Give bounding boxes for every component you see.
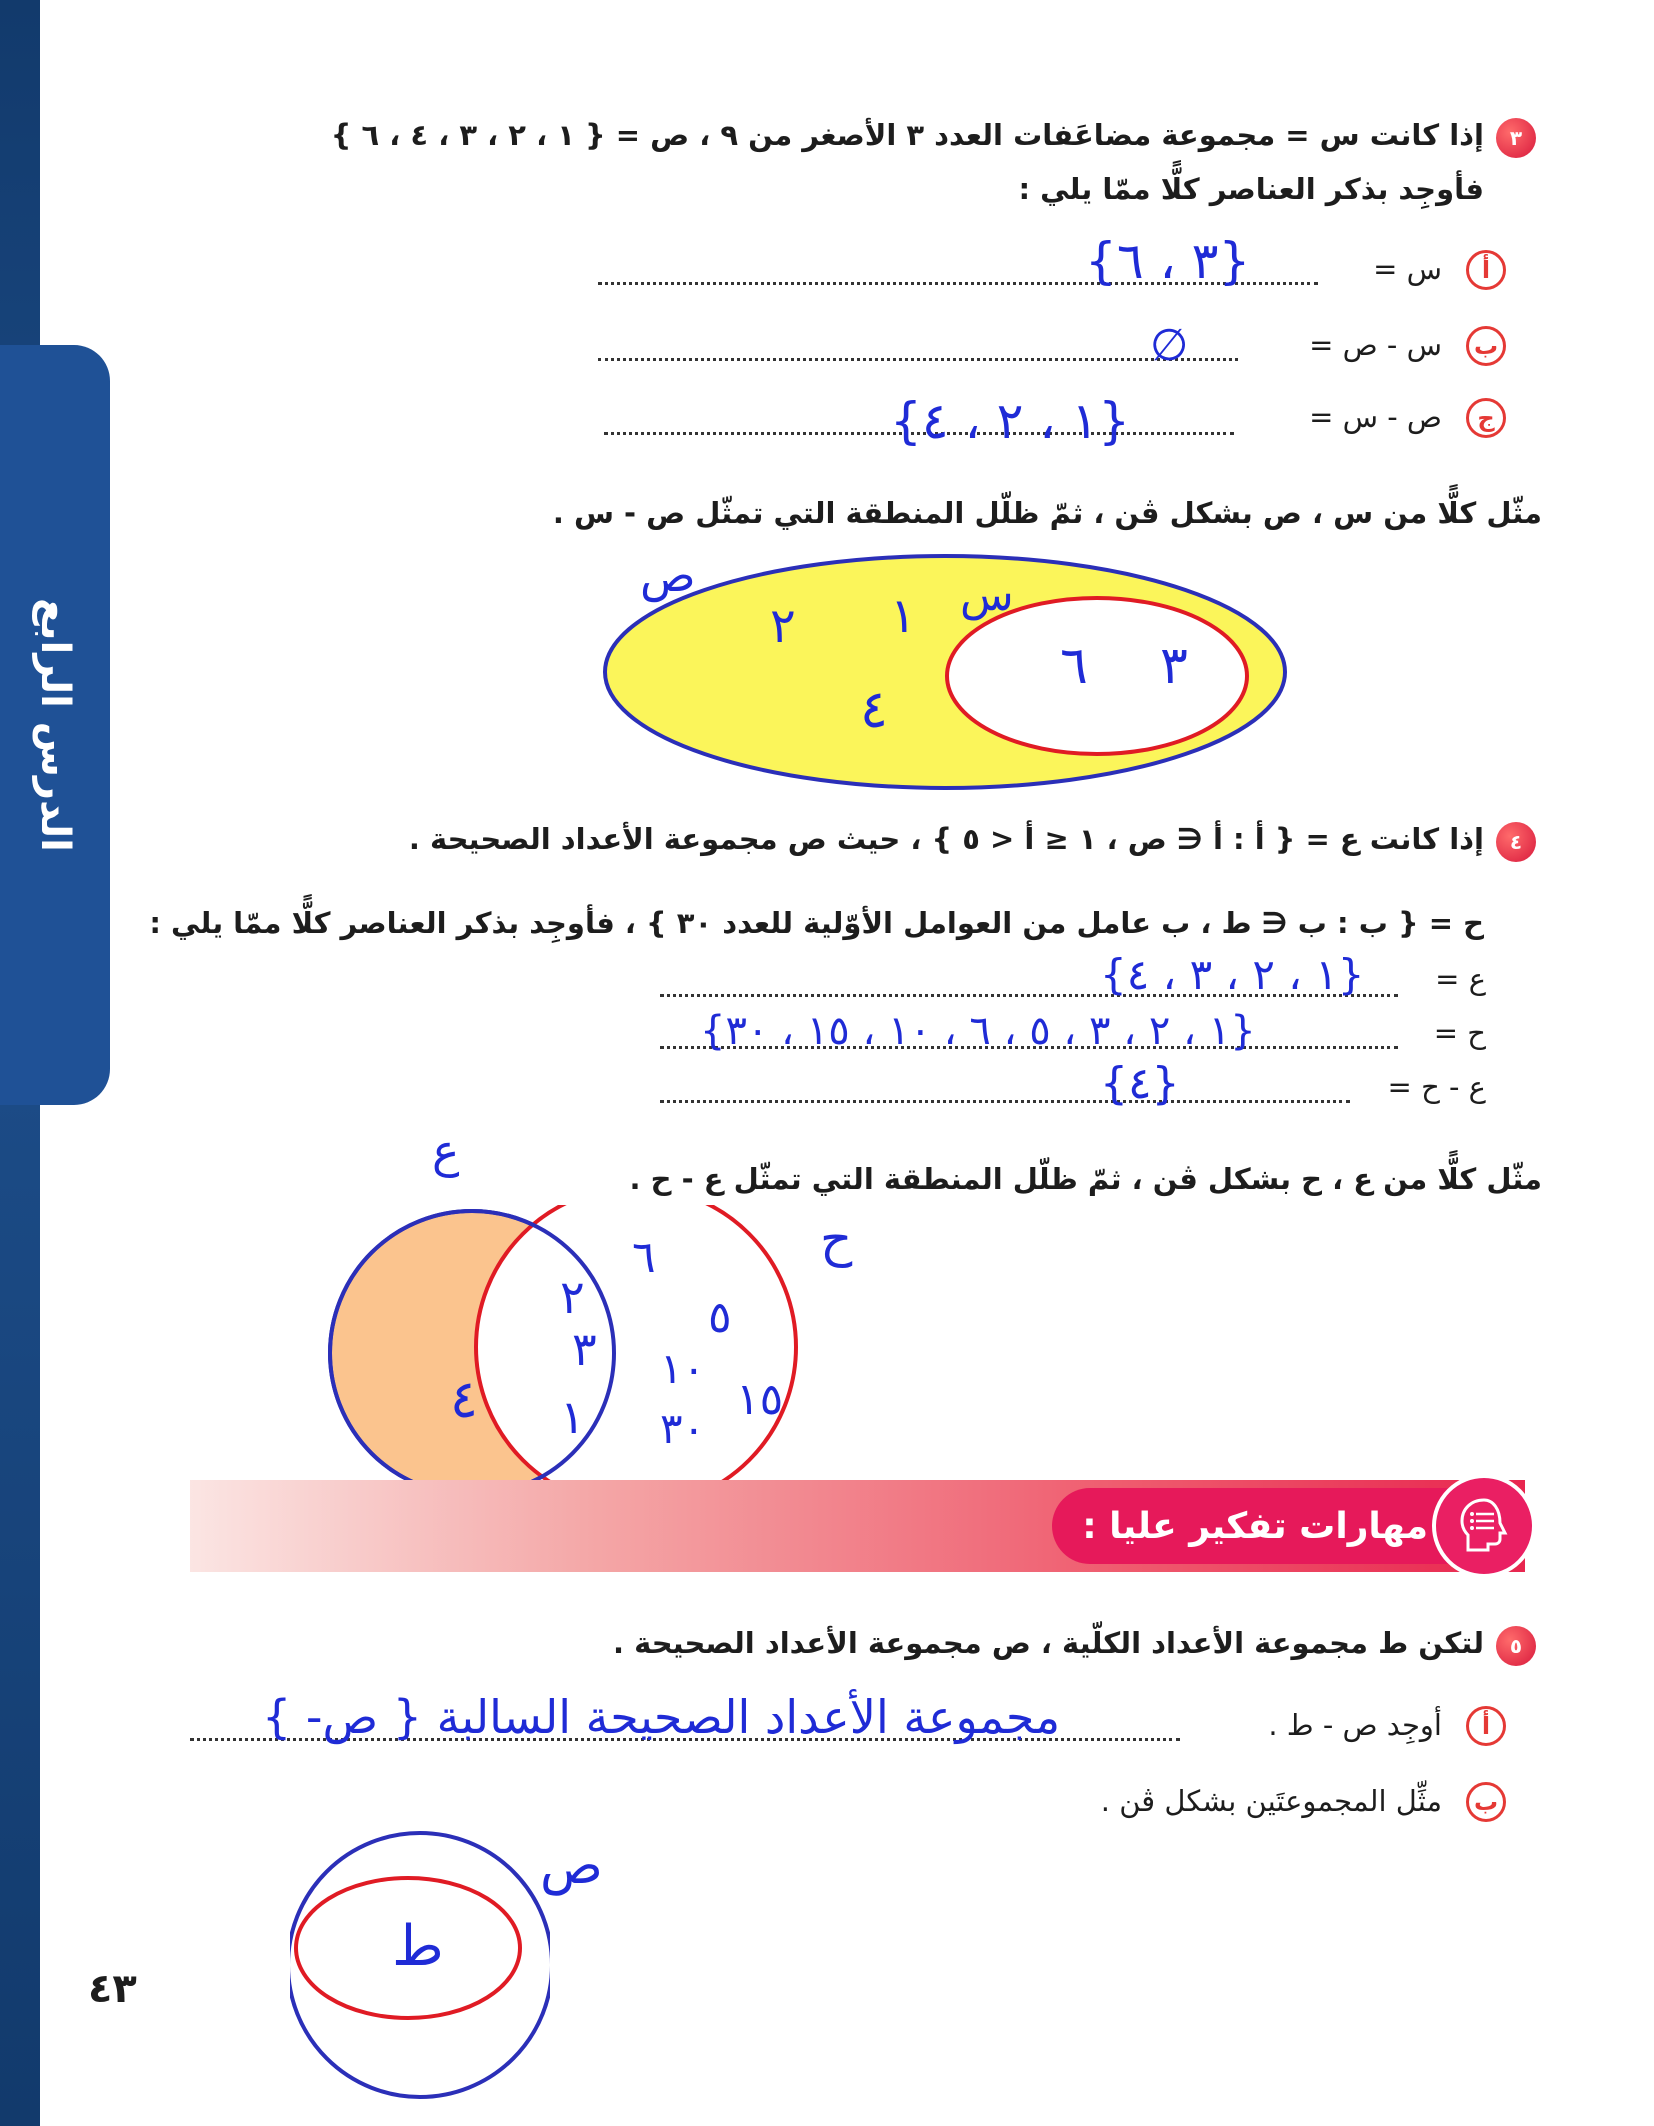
q4-venn-element: ٢: [560, 1270, 585, 1324]
q4-venn-element: ١٠: [660, 1344, 706, 1393]
q4-statement: إذا كانت ع = { أ : أ ∈ ص ، ١ ≤ أ < ٥ } ، حيث ص مجموعة الأعداد الصحيحة .: [408, 822, 1484, 856]
q3-item-c-expr: ص - س =: [1309, 400, 1442, 434]
q3-venn-outer-label: ص: [640, 548, 696, 602]
q4-venn-element: ١: [560, 1390, 585, 1444]
hot-skills-title: مهارات تفكير عليا :: [1052, 1488, 1468, 1564]
q4-item-3-answer-line[interactable]: [660, 1100, 1350, 1103]
q4-venn-instruction: مثّل كلًّا من ع ، ح بشكل ڤن ، ثمّ ظلّل المنطقة التي تمثّل ع - ح .: [629, 1162, 1542, 1196]
q4-venn-element: ٦: [632, 1232, 656, 1283]
q5-venn-inner-label: ط: [392, 1914, 444, 1979]
q3-venn-inner-label: س: [960, 570, 1014, 621]
q4-venn-element: ٥: [708, 1292, 732, 1343]
q4-item-1-expr: ع =: [1435, 962, 1486, 996]
q3-item-c-answer: {١ ، ٢ ، ٤}: [890, 392, 1131, 450]
q3-item-b-expr: س - ص =: [1309, 328, 1442, 362]
q4-venn-element: ٣٠: [660, 1404, 706, 1453]
q5-item-b-text: مثِّل المجموعتَين بشكل ڤن .: [1100, 1784, 1442, 1818]
thinking-head-icon: [1432, 1474, 1536, 1578]
q3-venn-element: ٣: [1160, 636, 1188, 696]
q3-instruction: فأوجِد بذكر العناصر كلًّا ممّا يلي :: [1018, 172, 1484, 206]
q3-item-c-letter: ج: [1466, 398, 1506, 438]
q4-statement-2: ح = { ب : ب ∈ ط ، ب عامل من العوامل الأوّلية للعدد ٣٠ } ، فأوجِد بذكر العناصر كلًّا ممّا يلي :: [149, 906, 1484, 940]
q4-venn-left-label: ع: [432, 1124, 460, 1178]
q4-venn-element: ١٥: [736, 1374, 784, 1425]
q3-venn-element: ١: [890, 588, 916, 644]
q3-venn-element: ٢: [770, 598, 796, 654]
q5-item-a-letter: أ: [1466, 1706, 1506, 1746]
q4-item-2-expr: ح =: [1433, 1016, 1486, 1050]
q4-venn-element: ٣: [572, 1322, 597, 1376]
q4-item-3-answer: {٤}: [1100, 1058, 1180, 1109]
q3-item-b-answer-line[interactable]: [598, 358, 1238, 361]
q3-venn-instruction: مثّل كلًّا من س ، ص بشكل ڤن ، ثمّ ظلّل المنطقة التي تمثّل ص - س .: [552, 496, 1542, 530]
q5-statement: لتكن ط مجموعة الأعداد الكلّية ، ص مجموعة الأعداد الصحيحة .: [613, 1626, 1484, 1660]
q3-item-a-answer: {٣ ، ٦}: [1085, 232, 1251, 290]
q4-venn-diagram: [300, 1205, 840, 1505]
lesson-label: الدرس الرابع: [32, 598, 78, 852]
q5-venn-outer-label: ص: [540, 1836, 603, 1896]
q4-item-2-answer: {١ ، ٢ ، ٣ ، ٥ ، ٦ ، ١٠ ، ١٥ ، ٣٠}: [700, 1008, 1256, 1054]
q5-item-b-letter: ب: [1466, 1782, 1506, 1822]
lesson-tab: [0, 345, 110, 1105]
q3-item-b-answer: ∅: [1150, 320, 1189, 371]
question-4-number: ٤: [1496, 822, 1536, 862]
q3-set-inner-ellipse: [947, 598, 1247, 754]
q3-item-b-letter: ب: [1466, 326, 1506, 366]
q3-item-a-letter: أ: [1466, 250, 1506, 290]
q4-item-3-expr: ع - ح =: [1387, 1070, 1486, 1104]
question-3-number: ٣: [1496, 118, 1536, 158]
q3-statement: إذا كانت س = مجموعة مضاعَفات العدد ٣ الأصغر من ٩ ، ص = { ١ ، ٢ ، ٣ ، ٤ ، ٦ }: [330, 118, 1484, 152]
q4-item-1-answer: {١ ، ٢ ، ٣ ، ٤}: [1100, 950, 1365, 999]
q3-venn-element: ٦: [1060, 636, 1088, 696]
q5-item-a-answer: مجموعة الأعداد الصحيحة السالبة { ص- }: [262, 1690, 1061, 1744]
q3-venn-element: ٤: [860, 680, 888, 740]
page-number: ٤٣: [88, 1966, 137, 2012]
q4-venn-element: ٤: [450, 1370, 478, 1430]
q4-venn-right-label: ح: [820, 1210, 853, 1268]
question-5-number: ٥: [1496, 1626, 1536, 1666]
q5-item-a-text: أوجِد ص - ط .: [1268, 1708, 1442, 1742]
q3-item-a-expr: س =: [1373, 252, 1442, 286]
